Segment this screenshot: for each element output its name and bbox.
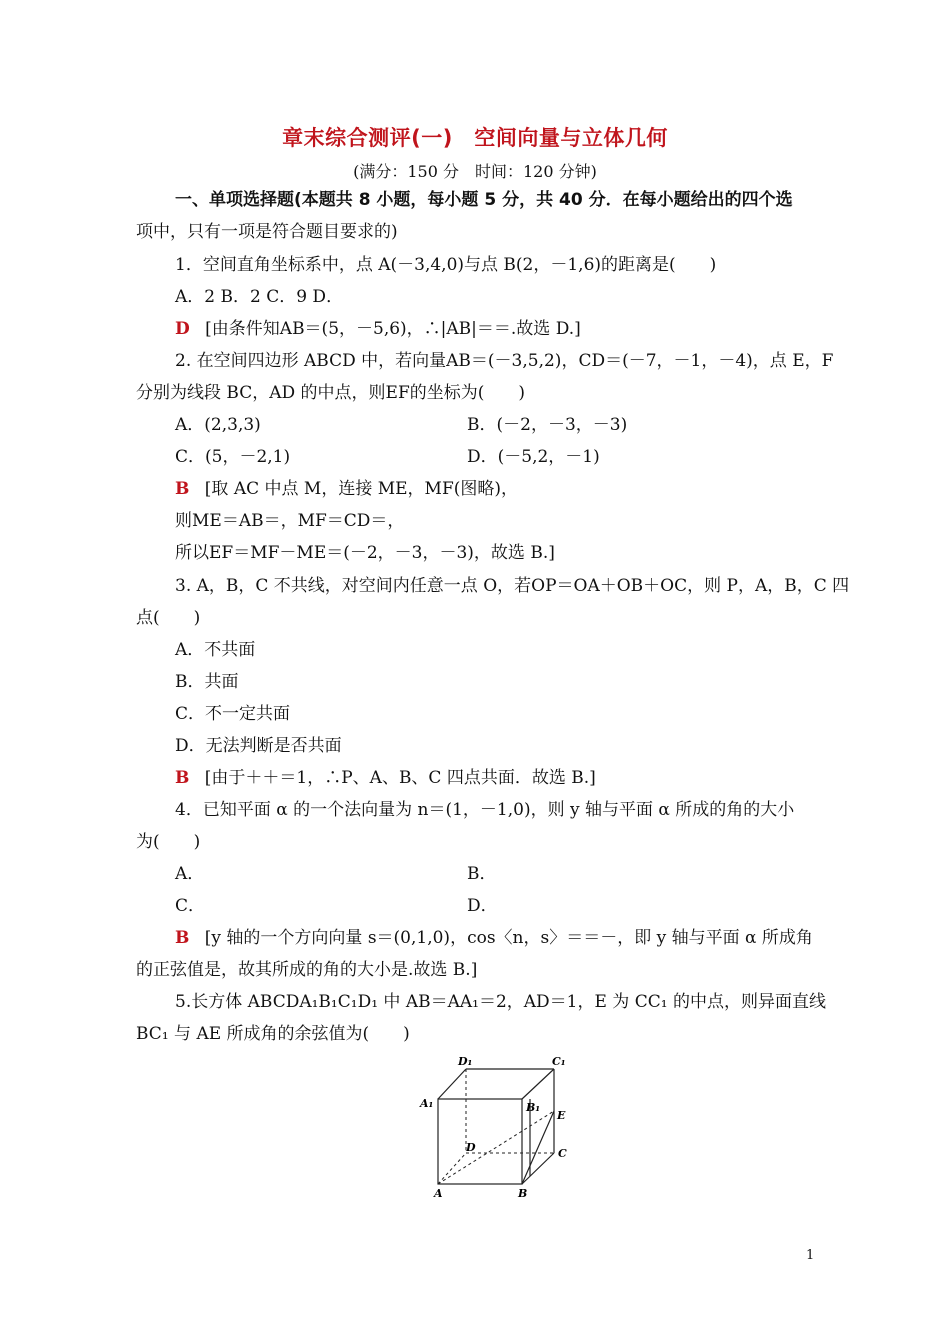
label-c: C (558, 1147, 567, 1160)
label-a1: A₁ (420, 1097, 434, 1110)
q4-stem-line2: 为( ) (136, 832, 201, 852)
q3-stem-line2: 点( ) (136, 608, 201, 628)
section-heading-line2: 项中，只有一项是符合题目要求的) (136, 222, 398, 242)
q2-option-a: A．(2,3,3) (175, 415, 261, 435)
q3-option-a: A．不共面 (175, 640, 256, 660)
q2-option-d: D．(－5,2，－1) (467, 447, 600, 467)
q4-option-a: A． (175, 864, 205, 884)
q3-option-d: D．无法判断是否共面 (175, 736, 342, 756)
label-d1: D₁ (458, 1055, 473, 1068)
q3-answer (175, 767, 596, 789)
q3-option-c: C．不一定共面 (175, 704, 291, 724)
q5-stem-line2: BC₁ 与 AE 所成角的余弦值为( ) (136, 1024, 410, 1044)
label-b1: B₁ (526, 1101, 541, 1114)
q4-option-d: D． (467, 896, 498, 916)
label-d: D (466, 1141, 476, 1154)
q3-answer-letter: B (175, 768, 190, 788)
q2-option-c: C．(5，－2,1) (175, 447, 291, 467)
page-number: 1 (806, 1248, 815, 1263)
q3-answer-text: [由于＋＋＝1，∴P、A、B、C 四点共面．故选 B.] (204, 768, 596, 788)
q1-stem: 1．空间直角坐标系中，点 A(－3,4,0)与点 B(2，－1,6)的距离是( ) (175, 255, 717, 275)
q1-answer (175, 318, 581, 340)
q4-answer (175, 927, 813, 949)
q4-option-c: C． (175, 896, 206, 916)
q1-options: A．2 B．2 C．9 D． (175, 287, 344, 307)
q1-answer-text: [由条件知AB＝(5，－5,6)，∴|AB|＝＝.故选 D.] (205, 319, 581, 339)
q2-option-b: B．(－2，－3，－3) (467, 415, 628, 435)
q1-answer-letter: D (175, 319, 190, 339)
label-c1: C₁ (552, 1055, 566, 1068)
q2-stem-line1: 2. 在空间四边形 ABCD 中，若向量AB＝(－3,5,2)，CD＝(－7，－1，－4)，点 E，F (175, 351, 834, 371)
q5-stem-line1: 5.长方体 ABCDA₁B₁C₁D₁ 中 AB＝AA₁＝2，AD＝1，E 为 CC₁ 的中点，则异面直线 (175, 992, 826, 1012)
cuboid-diagram (418, 1055, 578, 1205)
q2-answer-letter: B (175, 479, 190, 499)
label-b: B (518, 1187, 528, 1200)
q4-stem-line1: 4．已知平面 α 的一个法向量为 n＝(1，－1,0)，则 y 轴与平面 α 所成的角的大小 (175, 800, 795, 820)
label-a: A (434, 1187, 443, 1200)
q2-answer-line3: 所以EF＝MF－ME＝(－2，－3，－3)，故选 B.] (175, 543, 555, 563)
q2-answer-line2: 则ME＝AB＝，MF＝CD＝， (175, 511, 405, 531)
q2-stem-line2: 分别为线段 BC，AD 的中点，则EF的坐标为( ) (136, 383, 525, 403)
q2-answer-text: [取 AC 中点 M，连接 ME，MF(图略)， (204, 479, 519, 499)
page-title: 章末综合测评(一) 空间向量与立体几何 (282, 126, 668, 150)
section-heading-line1: 一、单项选择题(本题共 8 小题，每小题 5 分，共 40 分．在每小题给出的四个选 (175, 190, 793, 210)
q2-answer (175, 478, 518, 500)
q3-option-b: B．共面 (175, 672, 239, 692)
exam-info: (满分：150 分 时间：120 分钟) (353, 162, 597, 181)
q4-answer-letter: B (175, 928, 190, 948)
q4-option-b: B． (467, 864, 497, 884)
label-e: E (557, 1109, 566, 1122)
cuboid-figure (418, 1055, 578, 1205)
q4-answer-line2: 的正弦值是，故其所成的角的大小是.故选 B.] (136, 960, 478, 980)
q3-stem-line1: 3. A，B，C 不共线，对空间内任意一点 O，若OP＝OA＋OB＋OC，则 P，A，B，C 四 (175, 576, 850, 596)
q4-answer-text: [y 轴的一个方向向量 s＝(0,1,0)，cos〈n，s〉＝＝－，即 y 轴与平面 α 所成角 (204, 928, 813, 948)
